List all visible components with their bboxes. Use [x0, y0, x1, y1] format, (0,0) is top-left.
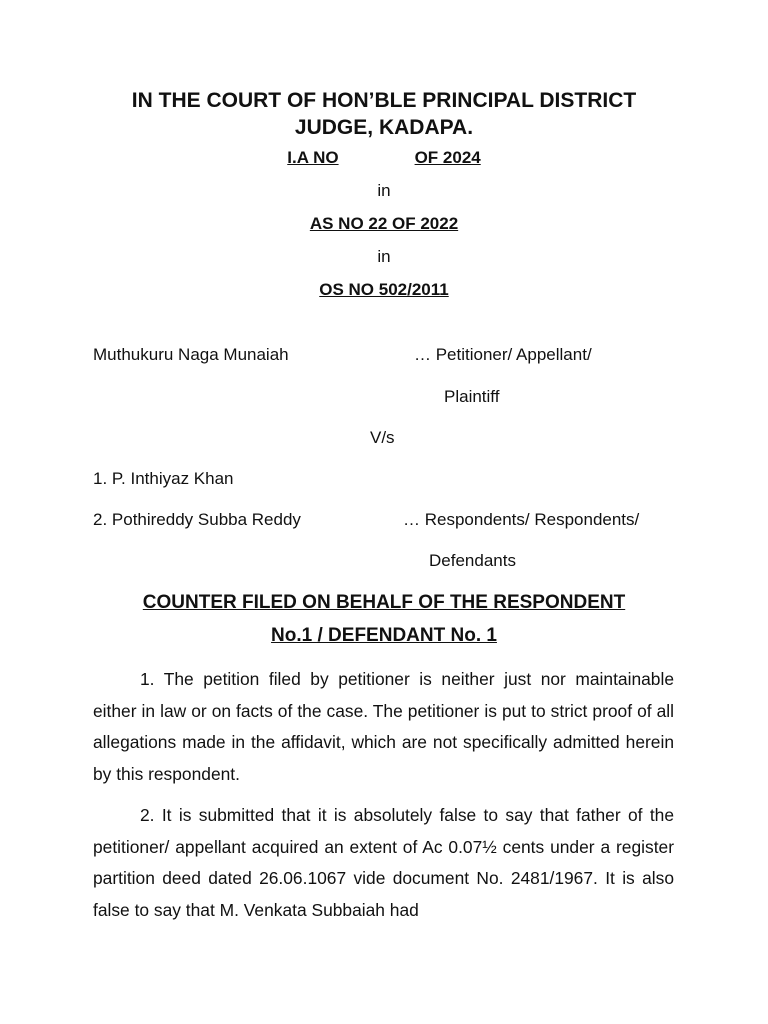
as-number-text: AS NO 22 OF 2022: [309, 214, 459, 233]
counter-heading-line2-text: No.1 / DEFENDANT No. 1: [271, 625, 497, 646]
ia-prefix: I.A NO: [287, 148, 339, 167]
in-connector-2: in: [377, 247, 391, 266]
court-title: [0, 87, 768, 141]
respondent-role-line1: … Respondents/ Respondents/: [403, 510, 640, 529]
counter-heading-line2: [0, 625, 768, 647]
os-number-text: OS NO 502/2011: [319, 280, 449, 299]
paragraph-2: 2. It is submitted that it is absolutely false to say that father of the petitioner/ appellant acquired an extent of Ac 0.07½ cents under a register partition deed dated 26.06.1067 vide document No. 2481/1967. It is also false to say that M. Venkata Subbaiah had: [93, 805, 674, 920]
ia-suffix: OF 2024: [414, 148, 481, 167]
ia-number-line: [287, 148, 480, 167]
counter-heading-line1: [0, 592, 768, 614]
respondent-1-name: 1. P. Inthiyaz Khan: [93, 469, 234, 488]
in-connector-1: in: [377, 181, 391, 200]
as-number: [0, 214, 768, 234]
petitioner-role-line2: Plaintiff: [444, 387, 500, 406]
court-title-line1: IN THE COURT OF HON’BLE PRINCIPAL DISTRICT: [131, 89, 637, 112]
os-number: [0, 280, 768, 300]
respondent-2-name: 2. Pothireddy Subba Reddy: [93, 510, 301, 529]
versus-label: V/s: [370, 428, 395, 447]
court-title-line2: JUDGE, KADAPA.: [294, 116, 474, 139]
respondent-role-line2: Defendants: [429, 551, 516, 570]
counter-heading-line1-text: COUNTER FILED ON BEHALF OF THE RESPONDENT: [142, 592, 626, 613]
petitioner-role-line1: … Petitioner/ Appellant/: [414, 345, 592, 364]
petitioner-name: Muthukuru Naga Munaiah: [93, 345, 289, 364]
paragraph-1: 1. The petition filed by petitioner is neither just nor maintainable either in law or on facts of the case. The petitioner is put to strict proof of all allegations made in the affidavit, which are not specifically admitted herein by this respondent.: [93, 669, 674, 784]
ia-number: [0, 148, 768, 168]
